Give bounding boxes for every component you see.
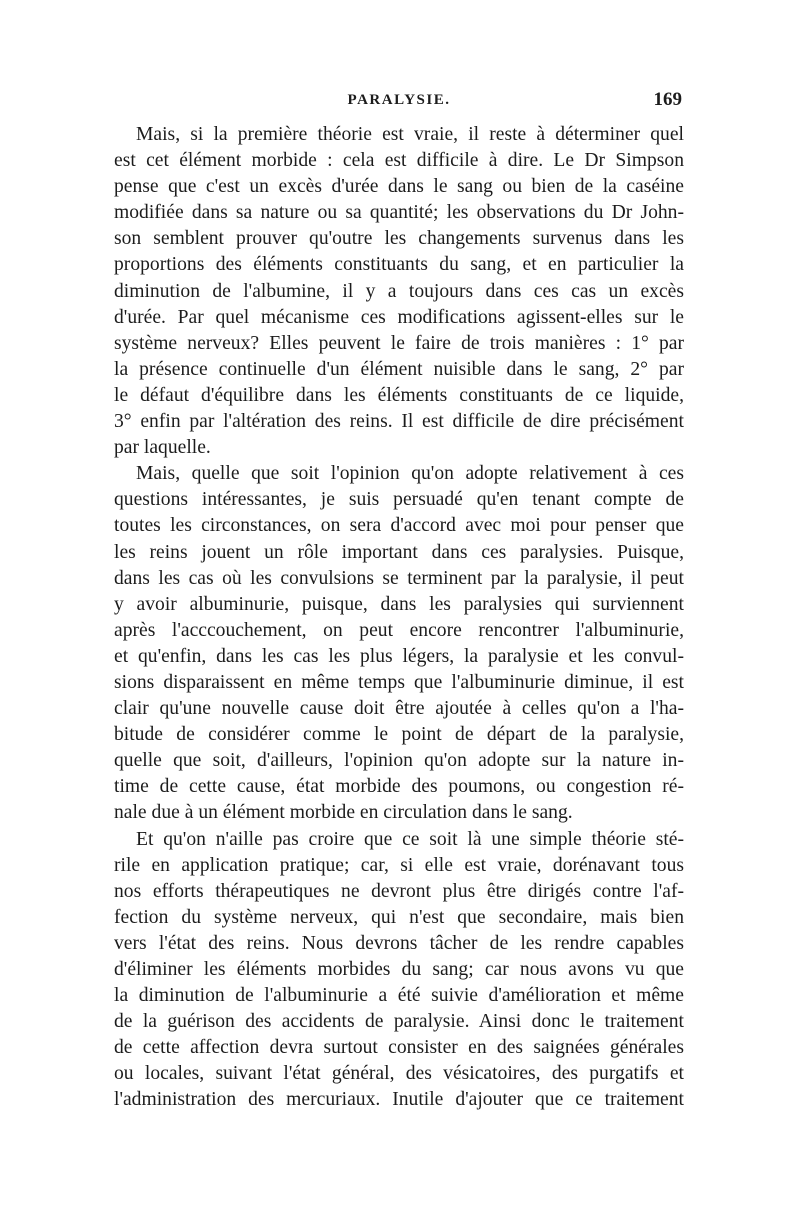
text-line: time de cette cause, état morbide des poumons, ou congestion ré- bbox=[114, 776, 684, 798]
page-number: 169 bbox=[653, 89, 682, 110]
text-line: sions disparaissent en même temps que l'albuminurie diminue, il est bbox=[114, 671, 684, 693]
paragraph bbox=[114, 122, 684, 461]
text-line: de cette affection devra surtout consister en des saignées générales bbox=[114, 1037, 684, 1059]
text-line: modifiée dans sa nature ou sa quantité; les observations du Dr John- bbox=[114, 202, 684, 224]
text-line: Et qu'on n'aille pas croire que ce soit là une simple théorie sté- bbox=[136, 828, 684, 850]
running-title: PARALYSIE. bbox=[347, 92, 451, 108]
text-line: la présence continuelle d'un élément nuisible dans le sang, 2° par bbox=[114, 358, 684, 380]
text-line: diminution de l'albumine, il y a toujours dans ces cas un excès bbox=[114, 280, 684, 302]
text-line: nale due à un élément morbide en circulation dans le sang. bbox=[114, 802, 573, 824]
text-line: dans les cas où les convulsions se terminent par la paralysie, il peut bbox=[114, 567, 684, 589]
text-line: et qu'enfin, dans les cas les plus légers, la paralysie et les convul- bbox=[114, 645, 684, 667]
text-line: par laquelle. bbox=[114, 437, 211, 459]
running-head bbox=[114, 89, 684, 122]
text-line: d'éliminer les éléments morbides du sang; car nous avons vu que bbox=[114, 959, 684, 980]
text-line: toutes les circonstances, on sera d'accord avec moi pour penser que bbox=[114, 515, 684, 537]
text-line: bitude de considérer comme le point de départ de la paralysie, bbox=[114, 724, 684, 746]
text-line: la diminution de l'albuminurie a été suivie d'amélioration et même bbox=[114, 985, 684, 1007]
text-line: questions intéressantes, je suis persuadé qu'en tenant compte de bbox=[114, 489, 684, 511]
text-line: proportions des éléments constituants du sang, et en particulier la bbox=[114, 254, 684, 276]
text-line: vers l'état des reins. Nous devrons tâcher de les rendre capables bbox=[114, 932, 684, 954]
text-line: Mais, si la première théorie est vraie, il reste à déterminer quel bbox=[136, 124, 684, 145]
text-line: système nerveux? Elles peuvent le faire de trois manières : 1° par bbox=[114, 332, 684, 354]
text-line: 3° enfin par l'altération des reins. Il est difficile de dire précisément bbox=[114, 411, 684, 433]
text-line: y avoir albuminurie, puisque, dans les paralysies qui surviennent bbox=[114, 593, 684, 615]
text-line: fection du système nerveux, qui n'est que secondaire, mais bien bbox=[114, 906, 684, 928]
text-line: l'administration des mercuriaux. Inutile d'ajouter que ce traitement bbox=[114, 1089, 684, 1111]
text-line: de la guérison des accidents de paralysie. Ainsi donc le traitement bbox=[114, 1011, 684, 1033]
text-line: après l'acccouchement, on peut encore rencontrer l'albuminurie, bbox=[114, 619, 684, 641]
text-line: Mais, quelle que soit l'opinion qu'on adopte relativement à ces bbox=[136, 463, 684, 485]
text-line: les reins jouent un rôle important dans ces paralysies. Puisque, bbox=[114, 541, 684, 563]
text-line: nos efforts thérapeutiques ne devront plus être dirigés contre l'af- bbox=[114, 880, 684, 902]
text-line: quelle que soit, d'ailleurs, l'opinion qu'on adopte sur la nature in- bbox=[114, 750, 684, 772]
text-line: le défaut d'équilibre dans les éléments constituants de ce liquide, bbox=[114, 384, 684, 406]
text-line: clair qu'une nouvelle cause doit être ajoutée à celles qu'on a l'ha- bbox=[114, 698, 684, 720]
text-line: ou locales, suivant l'état général, des vésicatoires, des purgatifs et bbox=[114, 1063, 684, 1085]
text-line: rile en application pratique; car, si elle est vraie, dorénavant tous bbox=[114, 854, 684, 876]
text-line: pense que c'est un excès d'urée dans le sang ou bien de la caséine bbox=[114, 176, 684, 198]
paragraph bbox=[114, 461, 684, 826]
text-line: d'urée. Par quel mécanisme ces modifications agissent-elles sur le bbox=[114, 306, 684, 328]
text-line: est cet élément morbide : cela est difficile à dire. Le Dr Simpson bbox=[114, 150, 684, 172]
paragraph bbox=[114, 827, 684, 1114]
text-line: son semblent prouver qu'outre les changements survenus dans les bbox=[114, 228, 684, 250]
body-text bbox=[114, 122, 684, 1114]
